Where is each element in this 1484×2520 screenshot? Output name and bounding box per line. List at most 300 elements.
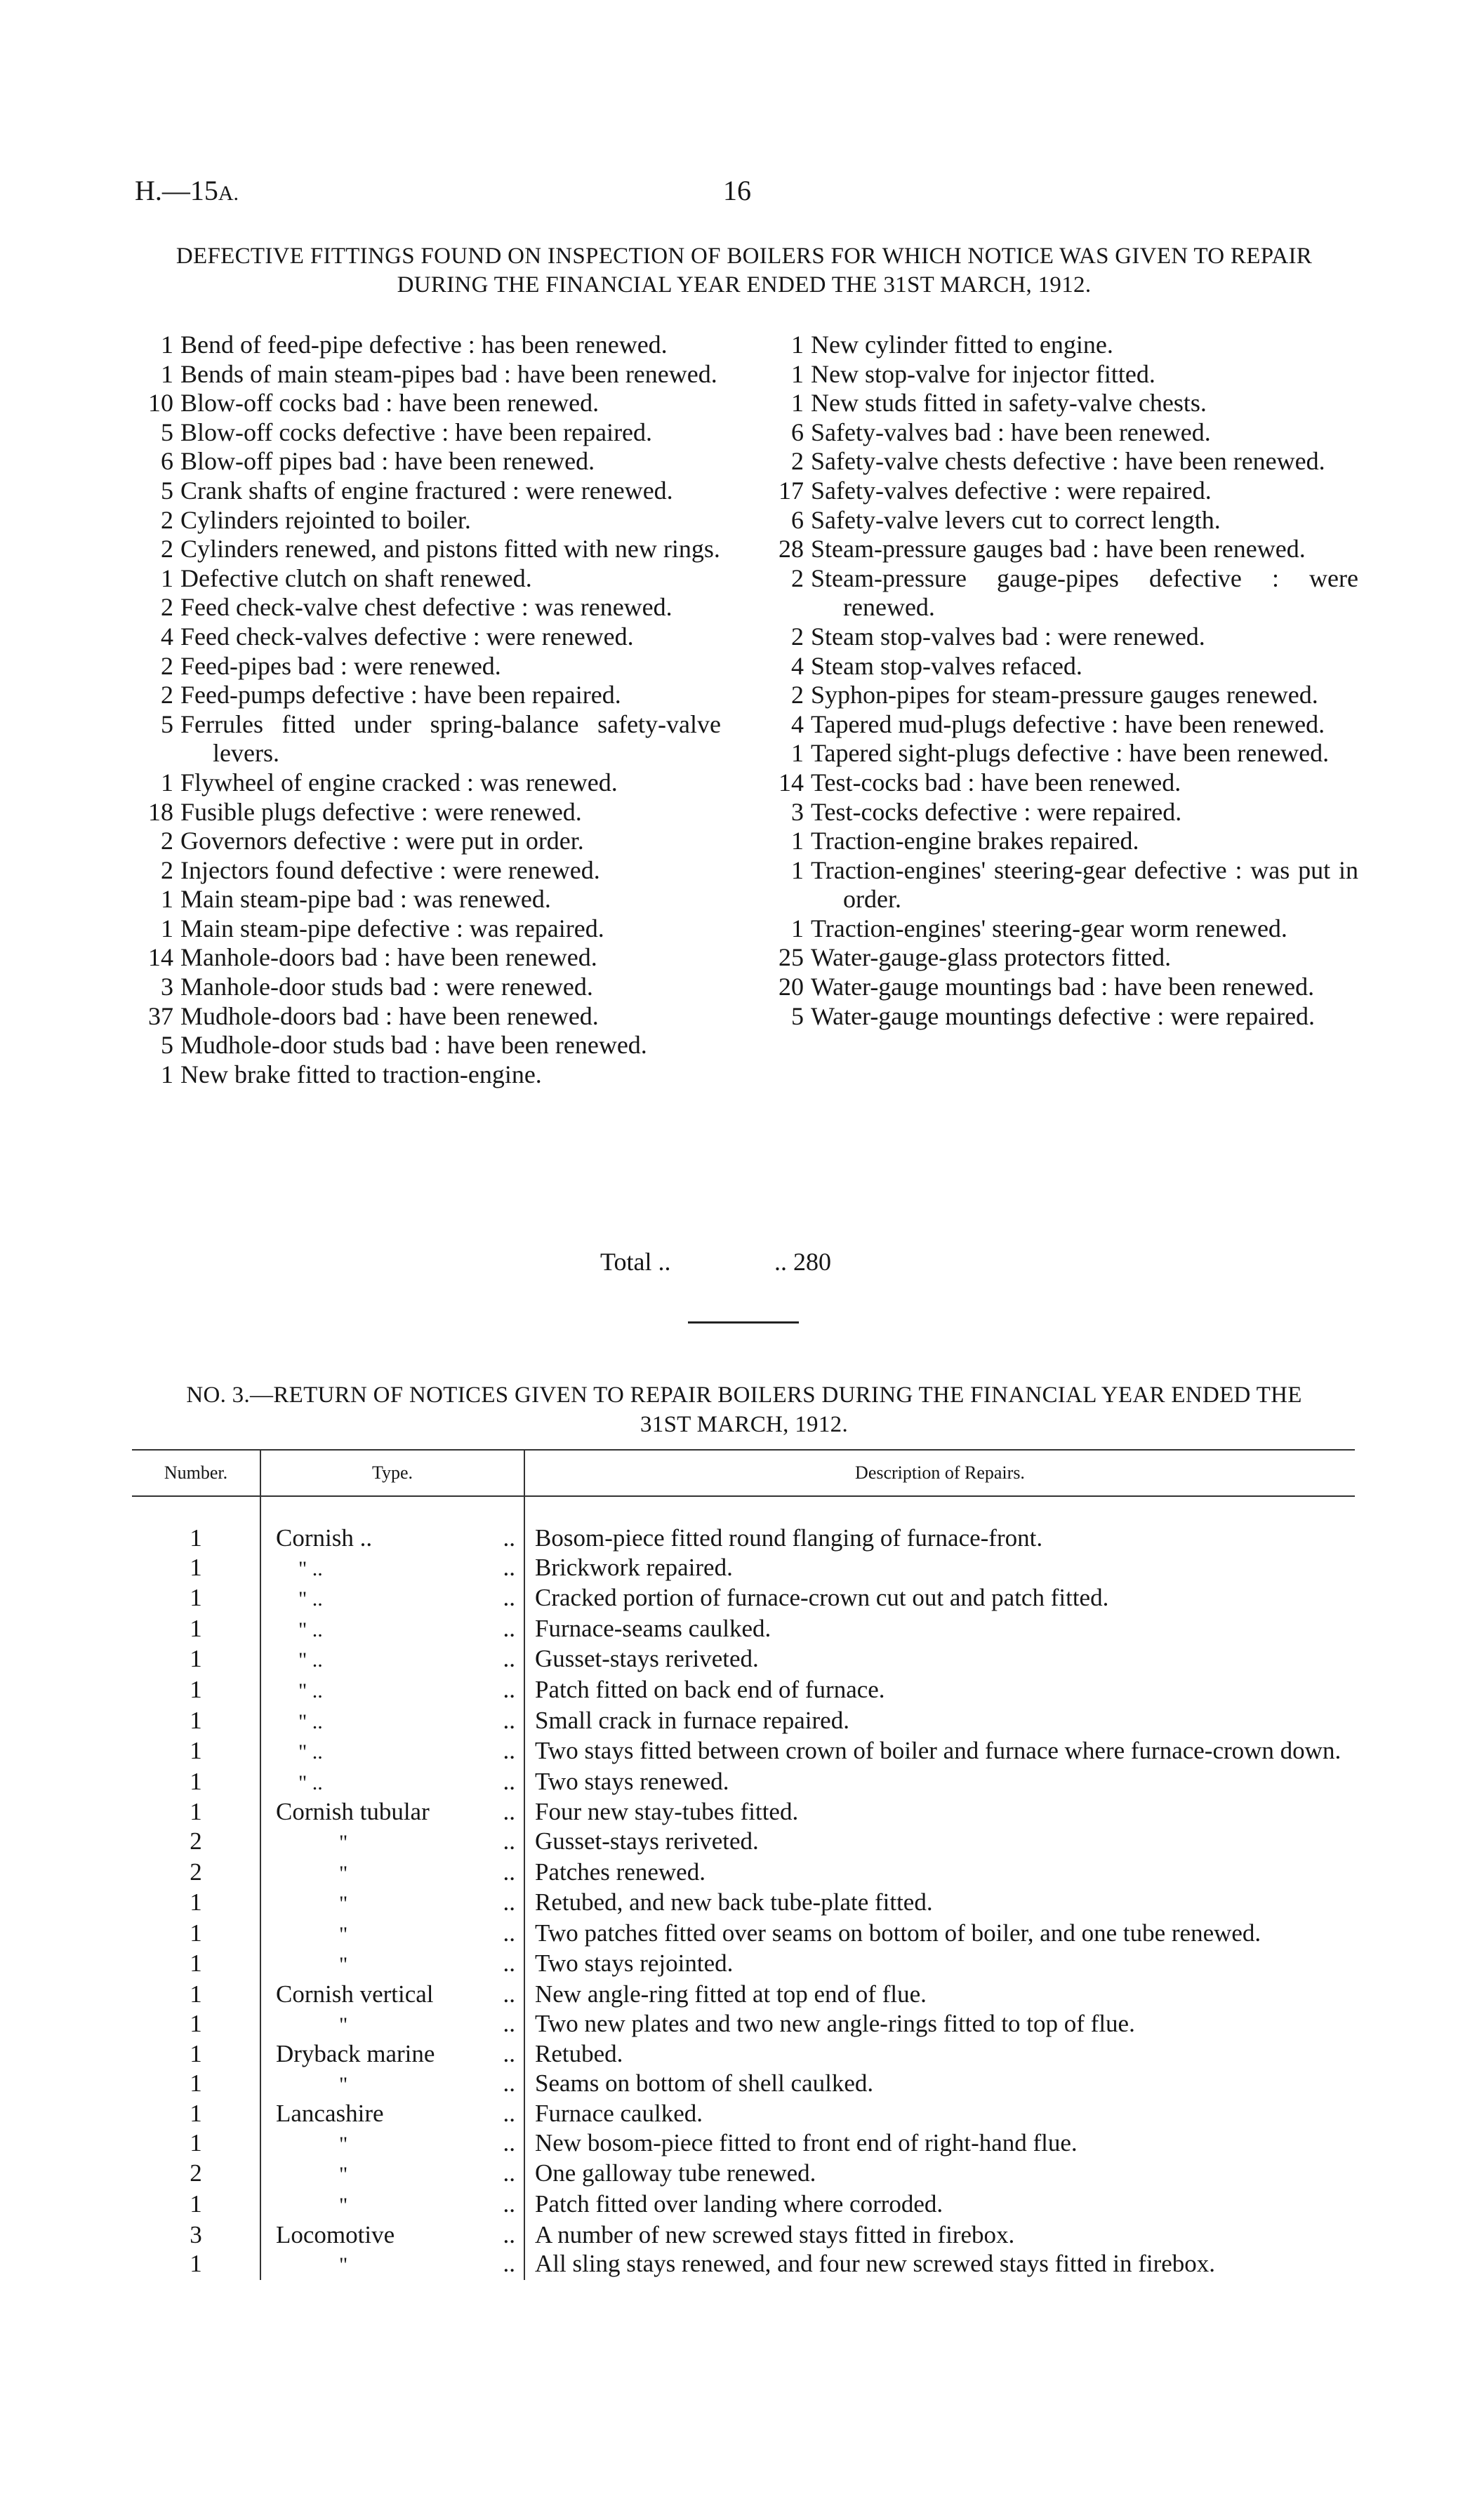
row-description: Brickwork repaired. bbox=[535, 1553, 733, 1581]
row-description-cell bbox=[524, 1644, 1355, 1675]
row-description-cell bbox=[524, 1827, 1355, 1858]
defect-right-item-text: Safety-valve levers cut to correct length. bbox=[811, 505, 1221, 534]
row-description-cell bbox=[524, 1919, 1355, 1949]
defect-left-item-text: Bends of main steam-pipes bad : have been renewed. bbox=[180, 359, 717, 388]
section1-title-line1: DEFECTIVE FITTINGS FOUND ON INSPECTION OF BOILERS FOR WHICH NOTICE WAS GIVEN TO REPAIR bbox=[175, 244, 1313, 269]
row-description: Two stays renewed. bbox=[535, 1767, 729, 1795]
table-row bbox=[132, 2009, 1355, 2040]
table-row bbox=[132, 2189, 1355, 2220]
column-header-type: Type. bbox=[260, 1450, 524, 1496]
row-type: " bbox=[339, 1830, 348, 1854]
row-type: " .. bbox=[298, 1587, 323, 1611]
defect-left-item-count: 5 bbox=[161, 418, 173, 446]
row-number: 1 bbox=[132, 1644, 260, 1675]
row-description: Seams on bottom of shell caulked. bbox=[535, 2069, 874, 2097]
row-description: One galloway tube renewed. bbox=[535, 2159, 816, 2187]
row-type: " .. bbox=[298, 1740, 323, 1764]
defect-left-item bbox=[128, 943, 721, 973]
row-description-cell bbox=[524, 1736, 1355, 1767]
defect-right-item-text: Tapered sight-plugs defective : have been renewed. bbox=[811, 739, 1330, 768]
section2-title-line1: NO. 3.—RETURN OF NOTICES GIVEN TO REPAIR BOILERS DURING THE FINANCIAL YEAR ENDED THE bbox=[186, 1382, 1302, 1408]
row-type: " .. bbox=[298, 1618, 323, 1641]
defect-right-item bbox=[758, 827, 1358, 856]
row-description: Patches renewed. bbox=[535, 1858, 705, 1886]
defect-right-item bbox=[758, 564, 1358, 622]
document-reference-suffix: A. bbox=[218, 182, 239, 205]
row-number: 1 bbox=[132, 2128, 260, 2159]
defect-right-item-count: 1 bbox=[791, 914, 804, 942]
row-number: 1 bbox=[132, 1583, 260, 1614]
row-description-cell bbox=[524, 1858, 1355, 1888]
row-type: " .. bbox=[298, 1709, 323, 1733]
row-description: Four new stay-tubes fitted. bbox=[535, 1798, 799, 1826]
row-description-cell bbox=[524, 1614, 1355, 1645]
defect-right-item-count: 1 bbox=[791, 359, 804, 388]
defect-left-item-text: Bend of feed-pipe defective : has been renewed. bbox=[180, 331, 668, 359]
row-number: 1 bbox=[132, 1736, 260, 1767]
row-number: 2 bbox=[132, 2159, 260, 2189]
defect-right-item-count: 3 bbox=[791, 797, 804, 826]
row-description: Two stays fitted between crown of boiler and furnace where furnace-crown down. bbox=[535, 1737, 1341, 1765]
defect-left-item bbox=[128, 389, 721, 418]
defect-left-item-text: Governors defective : were put in order. bbox=[180, 827, 584, 855]
defect-left-item-count: 2 bbox=[161, 593, 173, 622]
defect-right-item-text: Traction-engines' steering-gear worm renewed. bbox=[811, 914, 1287, 942]
row-number: 1 bbox=[132, 1614, 260, 1645]
defect-left-item-count: 2 bbox=[161, 535, 173, 564]
row-type-cell bbox=[260, 1797, 524, 1827]
row-number: 2 bbox=[132, 1827, 260, 1858]
row-type: " bbox=[339, 2163, 348, 2187]
row-description-cell bbox=[524, 2009, 1355, 2040]
row-type: Cornish tubular bbox=[276, 1798, 430, 1826]
row-description-cell bbox=[524, 2189, 1355, 2220]
table-row bbox=[132, 2039, 1355, 2069]
row-number: 1 bbox=[132, 1675, 260, 1706]
defect-right-item-text: Water-gauge-glass protectors fitted. bbox=[811, 943, 1172, 972]
row-type: Lancashire bbox=[276, 2100, 384, 2128]
row-description-cell bbox=[524, 2039, 1355, 2069]
row-type-cell bbox=[260, 1583, 524, 1614]
table-row bbox=[132, 2249, 1355, 2280]
row-description: Retubed, and new back tube-plate fitted. bbox=[535, 1888, 933, 1916]
defect-left-item bbox=[128, 1060, 721, 1090]
defect-left-item bbox=[128, 914, 721, 944]
defects-list-left bbox=[128, 331, 721, 1089]
defect-right-item bbox=[758, 535, 1358, 564]
defect-left-item-count: 1 bbox=[161, 885, 173, 914]
defect-right-item-text: New studs fitted in safety-valve chests. bbox=[811, 389, 1207, 418]
defect-left-item bbox=[128, 506, 721, 535]
defect-right-item-text: Water-gauge mountings defective : were repaired. bbox=[811, 1001, 1316, 1030]
row-type-leader-dots: .. bbox=[503, 1706, 515, 1734]
defect-right-item-count: 2 bbox=[791, 622, 804, 651]
row-description-cell bbox=[524, 1797, 1355, 1827]
row-type-cell bbox=[260, 1524, 524, 1553]
defect-right-item-count: 6 bbox=[791, 418, 804, 446]
defect-right-item-count: 1 bbox=[791, 389, 804, 418]
row-description-cell bbox=[524, 2249, 1355, 2280]
defect-right-item bbox=[758, 1002, 1358, 1032]
row-number: 1 bbox=[132, 1706, 260, 1737]
row-type: " bbox=[339, 2194, 348, 2218]
row-type: " bbox=[339, 1892, 348, 1916]
defect-left-item-text: Manhole-door studs bad : were renewed. bbox=[180, 973, 593, 1001]
row-number: 1 bbox=[132, 1553, 260, 1584]
row-type: " bbox=[339, 2072, 348, 2096]
defect-right-item-count: 2 bbox=[791, 681, 804, 709]
defect-right-item bbox=[758, 710, 1358, 740]
defect-left-item-count: 1 bbox=[161, 1060, 173, 1088]
defect-right-item-count: 4 bbox=[791, 651, 804, 680]
row-number: 1 bbox=[132, 2009, 260, 2040]
row-description: Cracked portion of furnace-crown cut out and patch fitted. bbox=[535, 1584, 1109, 1612]
row-number: 1 bbox=[132, 2039, 260, 2069]
defect-right-item-text: Steam stop-valves bad : were renewed. bbox=[811, 622, 1205, 651]
row-number: 1 bbox=[132, 2189, 260, 2220]
table-row bbox=[132, 1675, 1355, 1706]
defect-left-item-text: Blow-off cocks defective : have been repaired. bbox=[180, 418, 653, 446]
row-description: Gusset-stays reriveted. bbox=[535, 1827, 759, 1855]
row-type-leader-dots: .. bbox=[503, 1675, 515, 1703]
row-number: 1 bbox=[132, 2249, 260, 2280]
defect-left-item-count: 2 bbox=[161, 681, 173, 709]
defect-right-item bbox=[758, 331, 1358, 360]
row-type-leader-dots: .. bbox=[503, 2159, 515, 2187]
defect-right-item-count: 1 bbox=[791, 331, 804, 359]
defect-left-item-count: 1 bbox=[161, 331, 173, 359]
row-type: " .. bbox=[298, 1648, 323, 1672]
row-number: 1 bbox=[132, 1524, 260, 1553]
table-row bbox=[132, 2159, 1355, 2189]
defect-left-item bbox=[128, 798, 721, 827]
defect-left-item-text: Flywheel of engine cracked : was renewed. bbox=[180, 768, 618, 796]
defect-right-item-text: Safety-valves defective : were repaired. bbox=[811, 476, 1212, 505]
row-type: Dryback marine bbox=[276, 2040, 435, 2068]
table-row bbox=[132, 1858, 1355, 1888]
defect-right-item-text: Test-cocks bad : have been renewed. bbox=[811, 768, 1181, 796]
defect-right-item-count: 14 bbox=[779, 768, 804, 796]
defect-left-item-text: Cylinders rejointed to boiler. bbox=[180, 505, 471, 534]
defect-right-item bbox=[758, 652, 1358, 681]
row-type: " .. bbox=[298, 1556, 323, 1580]
row-number: 1 bbox=[132, 2069, 260, 2100]
row-type: " .. bbox=[298, 1771, 323, 1794]
defect-left-item bbox=[128, 593, 721, 622]
defect-left-item-count: 1 bbox=[161, 768, 173, 796]
row-description-cell bbox=[524, 2069, 1355, 2100]
row-type-leader-dots: .. bbox=[503, 1858, 515, 1886]
row-type-leader-dots: .. bbox=[503, 2220, 515, 2248]
row-type-leader-dots: .. bbox=[503, 1645, 515, 1673]
defect-left-item-count: 5 bbox=[161, 1031, 173, 1060]
row-type: " bbox=[339, 2013, 348, 2036]
row-description: Bosom-piece fitted round flanging of furnace-front. bbox=[535, 1524, 1043, 1552]
defect-right-item-count: 5 bbox=[791, 1001, 804, 1030]
row-number: 3 bbox=[132, 2220, 260, 2250]
defect-left-item bbox=[128, 564, 721, 594]
table-row bbox=[132, 1524, 1355, 1553]
row-number: 1 bbox=[132, 1980, 260, 2009]
row-description-cell bbox=[524, 2159, 1355, 2189]
row-number: 1 bbox=[132, 1888, 260, 1919]
defect-left-item-text: Feed check-valve chest defective : was renewed. bbox=[180, 593, 673, 622]
row-description: Gusset-stays reriveted. bbox=[535, 1645, 759, 1673]
defect-right-item bbox=[758, 856, 1358, 914]
row-type-cell bbox=[260, 1858, 524, 1888]
defect-left-item-text: Defective clutch on shaft renewed. bbox=[180, 564, 532, 592]
page-number: 16 bbox=[723, 175, 751, 206]
row-description: Retubed. bbox=[535, 2040, 623, 2068]
row-description: New angle-ring fitted at top end of flue. bbox=[535, 1980, 927, 2008]
section-divider bbox=[688, 1321, 799, 1324]
row-type-leader-dots: .. bbox=[503, 2100, 515, 2128]
defect-left-item bbox=[128, 973, 721, 1002]
document-reference bbox=[135, 174, 239, 207]
column-header-description: Description of Repairs. bbox=[524, 1450, 1355, 1496]
row-type-cell bbox=[260, 1827, 524, 1858]
defect-right-item-text: New cylinder fitted to engine. bbox=[811, 331, 1113, 359]
table-row bbox=[132, 1583, 1355, 1614]
table-row bbox=[132, 1888, 1355, 1919]
defect-left-item bbox=[128, 447, 721, 476]
defect-left-item bbox=[128, 856, 721, 886]
defect-right-item-count: 28 bbox=[779, 535, 804, 564]
table-body bbox=[132, 1496, 1355, 2280]
defect-left-item-count: 2 bbox=[161, 855, 173, 884]
defect-left-item bbox=[128, 710, 721, 768]
row-description: All sling stays renewed, and four new screwed stays fitted in firebox. bbox=[535, 2250, 1216, 2278]
defect-right-item-text: Traction-engines' steering-gear defective : was put in order. bbox=[811, 855, 1358, 914]
row-type-cell bbox=[260, 1706, 524, 1737]
row-type-leader-dots: .. bbox=[503, 1524, 515, 1552]
defect-left-item-count: 37 bbox=[148, 1001, 173, 1030]
row-description-cell bbox=[524, 1675, 1355, 1706]
row-number: 1 bbox=[132, 1919, 260, 1949]
table-row bbox=[132, 1919, 1355, 1949]
row-type-cell bbox=[260, 2099, 524, 2128]
defect-left-item bbox=[128, 827, 721, 856]
section2-title-line2: 31ST MARCH, 1912. bbox=[640, 1412, 849, 1437]
defect-left-item-count: 14 bbox=[148, 943, 173, 972]
row-description: Patch fitted on back end of furnace. bbox=[535, 1675, 885, 1703]
table-spacer-row bbox=[132, 1496, 1355, 1524]
defect-left-item-text: Mudhole-door studs bad : have been renewed. bbox=[180, 1031, 647, 1060]
defect-left-item-text: Feed-pumps defective : have been repaired. bbox=[180, 681, 621, 709]
defect-right-item bbox=[758, 622, 1358, 652]
table-row bbox=[132, 1553, 1355, 1584]
defect-left-item bbox=[128, 622, 721, 652]
defect-left-item-text: New brake fitted to traction-engine. bbox=[180, 1060, 542, 1088]
defect-right-item bbox=[758, 739, 1358, 768]
defect-left-item-text: Mudhole-doors bad : have been renewed. bbox=[180, 1001, 599, 1030]
row-type-cell bbox=[260, 2039, 524, 2069]
defect-left-item-count: 6 bbox=[161, 447, 173, 476]
table-row bbox=[132, 1736, 1355, 1767]
row-type: Cornish .. bbox=[276, 1524, 373, 1552]
row-type-leader-dots: .. bbox=[503, 2069, 515, 2097]
row-type-cell bbox=[260, 2009, 524, 2040]
row-description-cell bbox=[524, 1767, 1355, 1798]
defect-left-item-text: Crank shafts of engine fractured : were renewed. bbox=[180, 476, 673, 505]
row-type: " bbox=[339, 1861, 348, 1885]
defect-right-item bbox=[758, 914, 1358, 944]
row-type-leader-dots: .. bbox=[503, 2250, 515, 2278]
defect-right-item-text: Steam stop-valves refaced. bbox=[811, 651, 1082, 680]
total-value: .. 280 bbox=[774, 1248, 831, 1276]
defect-right-item-text: Test-cocks defective : were repaired. bbox=[811, 797, 1182, 826]
defect-right-item bbox=[758, 476, 1358, 506]
defect-left-item bbox=[128, 1002, 721, 1032]
row-type-leader-dots: .. bbox=[503, 1553, 515, 1581]
defect-left-item-count: 3 bbox=[161, 973, 173, 1001]
row-description: Furnace caulked. bbox=[535, 2100, 703, 2128]
defect-right-item-count: 2 bbox=[791, 564, 804, 592]
row-type-leader-dots: .. bbox=[503, 1980, 515, 2008]
row-type-leader-dots: .. bbox=[503, 2040, 515, 2068]
defect-left-item bbox=[128, 768, 721, 798]
row-type: " bbox=[339, 2253, 348, 2277]
row-description-cell bbox=[524, 1553, 1355, 1584]
defect-right-item-text: Safety-valves bad : have been renewed. bbox=[811, 418, 1211, 446]
defect-left-item-count: 1 bbox=[161, 359, 173, 388]
defect-right-item bbox=[758, 798, 1358, 827]
defect-left-item bbox=[128, 1031, 721, 1060]
row-type-cell bbox=[260, 1675, 524, 1706]
row-type: Locomotive bbox=[276, 2220, 395, 2248]
defect-left-item-text: Main steam-pipe bad : was renewed. bbox=[180, 885, 551, 914]
table-row bbox=[132, 2099, 1355, 2128]
row-description: A number of new screwed stays fitted in firebox. bbox=[535, 2220, 1015, 2248]
defect-right-item-count: 20 bbox=[779, 973, 804, 1001]
row-description: Patch fitted over landing where corroded. bbox=[535, 2190, 943, 2218]
row-type-cell bbox=[260, 1767, 524, 1798]
table-row bbox=[132, 1767, 1355, 1798]
row-description-cell bbox=[524, 2220, 1355, 2250]
repairs-return-table bbox=[132, 1449, 1355, 2280]
defect-right-item-count: 1 bbox=[791, 855, 804, 884]
row-type-leader-dots: .. bbox=[503, 1949, 515, 1978]
defect-left-item-text: Cylinders renewed, and pistons fitted with new rings. bbox=[180, 535, 720, 564]
row-type-cell bbox=[260, 1949, 524, 1980]
row-type: " bbox=[339, 1953, 348, 1977]
row-type-cell bbox=[260, 1644, 524, 1675]
defect-left-item-count: 5 bbox=[161, 709, 173, 738]
row-type-leader-dots: .. bbox=[503, 2009, 515, 2037]
table-row bbox=[132, 1980, 1355, 2009]
defect-right-item-text: Water-gauge mountings bad : have been renewed. bbox=[811, 973, 1315, 1001]
defect-left-item-count: 18 bbox=[148, 797, 173, 826]
row-type-cell bbox=[260, 1553, 524, 1584]
defect-right-item bbox=[758, 389, 1358, 418]
column-header-number: Number. bbox=[132, 1450, 260, 1496]
row-type-leader-dots: .. bbox=[503, 1614, 515, 1642]
defect-right-item bbox=[758, 973, 1358, 1002]
row-type-leader-dots: .. bbox=[503, 1737, 515, 1765]
defect-right-item-text: Syphon-pipes for steam-pressure gauges renewed. bbox=[811, 681, 1318, 709]
row-description: Furnace-seams caulked. bbox=[535, 1614, 771, 1642]
row-type-leader-dots: .. bbox=[503, 2190, 515, 2218]
defect-right-item-count: 25 bbox=[779, 943, 804, 972]
defect-right-item bbox=[758, 418, 1358, 448]
row-description: Two patches fitted over seams on bottom of boiler, and one tube renewed. bbox=[535, 1919, 1261, 1947]
row-description: Small crack in furnace repaired. bbox=[535, 1706, 849, 1734]
row-type-cell bbox=[260, 2159, 524, 2189]
defect-left-item bbox=[128, 360, 721, 389]
defect-left-item bbox=[128, 885, 721, 914]
row-type-leader-dots: .. bbox=[503, 1584, 515, 1612]
row-type-leader-dots: .. bbox=[503, 1767, 515, 1795]
row-description-cell bbox=[524, 1949, 1355, 1980]
defect-left-item-text: Feed check-valves defective : were renewed. bbox=[180, 622, 634, 651]
defect-right-item-count: 1 bbox=[791, 739, 804, 768]
row-number: 2 bbox=[132, 1858, 260, 1888]
table-row bbox=[132, 1949, 1355, 1980]
row-type-cell bbox=[260, 2069, 524, 2100]
row-description-cell bbox=[524, 2099, 1355, 2128]
defect-right-item bbox=[758, 360, 1358, 389]
row-type-leader-dots: .. bbox=[503, 1888, 515, 1916]
row-type: Cornish vertical bbox=[276, 1980, 434, 2008]
table-row bbox=[132, 1706, 1355, 1737]
defect-left-item-count: 2 bbox=[161, 827, 173, 855]
defect-left-item bbox=[128, 652, 721, 681]
table-row bbox=[132, 2220, 1355, 2250]
row-type-cell bbox=[260, 1614, 524, 1645]
defect-right-item-text: Traction-engine brakes repaired. bbox=[811, 827, 1139, 855]
row-number: 1 bbox=[132, 2099, 260, 2128]
document-reference-main: H.—15 bbox=[135, 175, 218, 206]
defect-left-item-count: 1 bbox=[161, 914, 173, 942]
row-description: Two stays rejointed. bbox=[535, 1949, 734, 1978]
row-type-cell bbox=[260, 2220, 524, 2250]
defect-left-item-count: 10 bbox=[148, 389, 173, 418]
defect-right-item bbox=[758, 681, 1358, 710]
row-description-cell bbox=[524, 1888, 1355, 1919]
table-row bbox=[132, 1797, 1355, 1827]
row-description-cell bbox=[524, 1706, 1355, 1737]
table-row bbox=[132, 2069, 1355, 2100]
defect-left-item-text: Blow-off pipes bad : have been renewed. bbox=[180, 447, 595, 476]
defect-left-item-text: Feed-pipes bad : were renewed. bbox=[180, 651, 501, 680]
defect-left-item-count: 2 bbox=[161, 651, 173, 680]
row-number: 1 bbox=[132, 1797, 260, 1827]
row-description-cell bbox=[524, 2128, 1355, 2159]
defects-list-right bbox=[758, 331, 1358, 1031]
row-type-cell bbox=[260, 1888, 524, 1919]
defect-left-item-text: Blow-off cocks bad : have been renewed. bbox=[180, 389, 599, 418]
defect-left-item-count: 1 bbox=[161, 564, 173, 592]
defect-right-item-count: 4 bbox=[791, 709, 804, 738]
table-header-row bbox=[132, 1450, 1355, 1496]
row-type-leader-dots: .. bbox=[503, 1919, 515, 1947]
defect-right-item-text: New stop-valve for injector fitted. bbox=[811, 359, 1155, 388]
table-row bbox=[132, 2128, 1355, 2159]
defect-left-item-text: Ferrules fitted under spring-balance safety-valve levers. bbox=[180, 709, 721, 768]
defect-left-item-count: 2 bbox=[161, 505, 173, 534]
defect-left-item-text: Manhole-doors bad : have been renewed. bbox=[180, 943, 597, 972]
row-type-cell bbox=[260, 2249, 524, 2280]
row-description-cell bbox=[524, 1583, 1355, 1614]
table-row bbox=[132, 1614, 1355, 1645]
row-description-cell bbox=[524, 1980, 1355, 2009]
defect-left-item-count: 5 bbox=[161, 476, 173, 505]
defect-left-item bbox=[128, 476, 721, 506]
defect-left-item bbox=[128, 418, 721, 448]
row-description-cell bbox=[524, 1524, 1355, 1553]
table-row bbox=[132, 1827, 1355, 1858]
row-type-cell bbox=[260, 1919, 524, 1949]
